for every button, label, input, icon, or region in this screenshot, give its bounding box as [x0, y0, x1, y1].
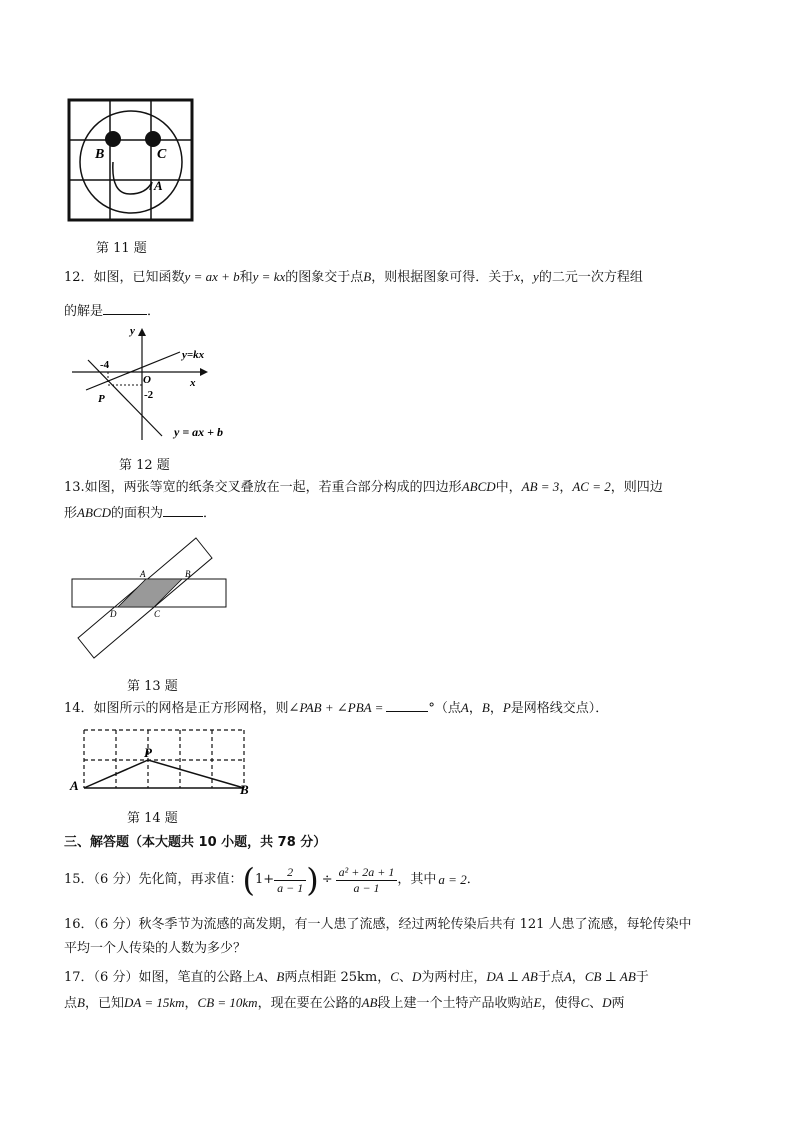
question-13-line-2: 形ABCD的面积为 ． — [64, 502, 216, 525]
fig12-label-p: P — [98, 393, 105, 405]
fraction-a-squared: $\frac{\text{a² + 2a + 1}}{a - 1}$ — [336, 865, 398, 896]
question-17-line-1: 17．（6 分）如图，笔直的公路上A、B两点相距 25km，C、D为两村庄，DA ⊥ AB于点A，CB ⊥ AB于 — [64, 969, 649, 985]
figure-12-caption: 第 12 题 — [119, 458, 170, 473]
answer-blank-13[interactable] — [163, 502, 203, 517]
fig12-label-axb: y = ax + b — [174, 425, 224, 439]
question-17-line-2: 点B，已知DA = 15km，CB = 10km，现在要在公路的AB段上建一个土特产品收购站E，使得C、D两 — [64, 995, 625, 1011]
fig11-label-b: B — [95, 147, 105, 162]
paren-open: ( — [242, 861, 255, 899]
fig12-label-neg2: -2 — [144, 389, 154, 401]
section-3-heading: 三、解答题（本大题共 10 小题，共 78 分） — [64, 835, 327, 850]
fig14-label-p: P — [144, 745, 152, 760]
figure-11-caption: 第 11 题 — [96, 241, 147, 256]
figure-11-smiley-grid — [64, 96, 196, 226]
question-12-line-2: 的解是 ． — [64, 300, 160, 323]
equation-ax-b: y = ax + b — [184, 269, 240, 284]
figure-13-strips — [64, 530, 234, 664]
fig13-label-c: C — [154, 609, 161, 619]
question-16-line-1: 16．（6 分）秋冬季节为流感的高发期，有一人患了流感，经过两轮传染后共有 121 人患了流感，每轮传染中 — [64, 917, 692, 932]
fig13-label-d: D — [110, 609, 117, 619]
fig12-label-x: x — [190, 377, 196, 389]
answer-blank-12[interactable] — [103, 300, 147, 315]
figure-14-caption: 第 14 题 — [127, 811, 178, 826]
question-12-line-1: 12．如图，已知函数y = ax + b和y = kx的图象交于点B，则根据图象可得．关于x，y的二元一次方程组 — [64, 269, 643, 285]
figure-12-graph — [64, 322, 254, 444]
question-13-line-1: 13.如图，两张等宽的纸条交叉叠放在一起，若重合部分构成的四边形ABCD中，AB = 3，AC = 2，则四边 — [64, 479, 663, 495]
fraction-2-over-a-minus-1: $\frac{2}{a - 1}$ — [274, 865, 306, 896]
fig12-label-neg4: -4 — [100, 359, 110, 371]
question-14-line: 14．如图所示的网格是正方形网格，则∠PAB + ∠PBA = °（点A，B，P是网格线交点）． — [64, 697, 608, 720]
fig12-label-origin: O — [143, 374, 151, 386]
question-15-line: 15．（6 分）先化简，再求值： ( 1+ $\frac{2}{a - 1}$ ) ÷ $\frac{\text{a² + 2a + 1}}{a - 1}$ ，其中 a = 2 ． — [64, 861, 480, 899]
fig14-label-a: A — [70, 778, 79, 793]
figure-14-grid — [64, 724, 264, 798]
paren-close: ) — [306, 861, 319, 899]
answer-blank-14[interactable] — [386, 697, 428, 712]
fig11-label-a: A — [154, 178, 163, 193]
equation-kx: y = kx — [252, 269, 286, 284]
fig11-label-c: C — [157, 147, 167, 162]
fig14-label-b: B — [240, 782, 249, 797]
fig13-label-a: A — [140, 569, 146, 579]
fig12-label-kx: y=kx — [182, 349, 205, 361]
fig13-label-b: B — [185, 569, 191, 579]
fig12-label-y: y — [130, 325, 135, 337]
question-16-line-2: 平均一个人传染的人数为多少？ — [64, 941, 247, 956]
figure-13-caption: 第 13 题 — [127, 679, 178, 694]
